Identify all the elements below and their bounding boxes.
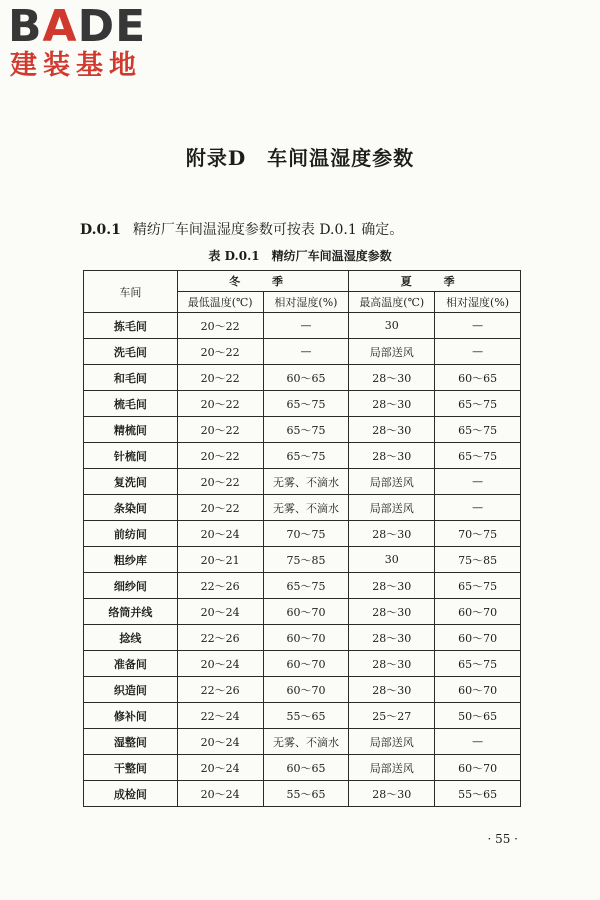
value-cell: 无雾、不滴水 [263,495,349,521]
value-cell: 30 [349,547,435,573]
workshop-name-cell: 细纱间 [84,573,178,599]
value-cell: — [263,313,349,339]
value-cell: 28～30 [349,417,435,443]
value-cell: — [435,313,521,339]
value-cell: 局部送风 [349,469,435,495]
table-caption: 表 D.0.1 精纺厂车间温湿度参数 [208,249,392,263]
workshop-name-cell: 干整间 [84,755,178,781]
value-cell: 28～30 [349,651,435,677]
workshop-name-cell: 和毛间 [84,365,178,391]
value-cell: — [435,469,521,495]
clause-number: D.0.1 [80,222,121,238]
workshop-name-cell: 成检间 [84,781,178,807]
value-cell: 60～70 [435,625,521,651]
table-row [84,443,521,469]
table-row [84,313,521,339]
workshop-name-cell: 针梳间 [84,443,178,469]
value-cell: 65～75 [263,417,349,443]
table-row [84,339,521,365]
value-cell: 局部送风 [349,755,435,781]
workshop-name-cell: 梳毛间 [84,391,178,417]
value-cell: 20～22 [177,339,263,365]
workshop-name-cell: 络筒并线 [84,599,178,625]
value-cell: 20～24 [177,755,263,781]
logo [8,1,178,82]
value-cell: 70～75 [263,521,349,547]
value-cell: 20～24 [177,781,263,807]
table-row [84,547,521,573]
value-cell: 20～22 [177,365,263,391]
humidity-table [83,270,521,807]
header-summer-rh: 相对湿度(%) [435,292,521,313]
header-summer-temp: 最高温度(℃) [349,292,435,313]
value-cell: 20～22 [177,391,263,417]
value-cell: 60～70 [435,677,521,703]
workshop-name-cell: 洗毛间 [84,339,178,365]
logo-wordmark [8,1,178,52]
value-cell: 22～26 [177,625,263,651]
value-cell: 60～70 [263,625,349,651]
clause-text: 精纺厂车间温湿度参数可按表 D.0.1 确定。 [132,222,404,238]
value-cell: 20～24 [177,521,263,547]
value-cell: 65～75 [435,417,521,443]
appendix-title: 附录D 车间温湿度参数 [185,146,415,170]
value-cell: 28～30 [349,573,435,599]
table-row [84,521,521,547]
table-body [84,313,521,807]
value-cell: 65～75 [435,651,521,677]
value-cell: 28～30 [349,521,435,547]
value-cell: 60～65 [435,365,521,391]
value-cell: 60～70 [263,651,349,677]
value-cell: 55～65 [263,781,349,807]
table-row [84,573,521,599]
workshop-name-cell: 捻线 [84,625,178,651]
value-cell: 65～75 [263,573,349,599]
workshop-name-cell: 修补间 [84,703,178,729]
table-row [84,391,521,417]
value-cell: 20～24 [177,729,263,755]
value-cell: 20～21 [177,547,263,573]
value-cell: 30 [349,313,435,339]
value-cell: 20～24 [177,599,263,625]
table-row [84,365,521,391]
workshop-name-cell: 湿整间 [84,729,178,755]
value-cell: 65～75 [263,443,349,469]
value-cell: 60～70 [435,755,521,781]
table-row [84,651,521,677]
header-summer: 夏 季 [349,271,521,292]
workshop-name-cell: 条染间 [84,495,178,521]
value-cell: 55～65 [263,703,349,729]
value-cell: 28～30 [349,391,435,417]
value-cell: 20～22 [177,417,263,443]
value-cell: 无雾、不滴水 [263,469,349,495]
value-cell: 60～65 [263,365,349,391]
logo-letter-a: A [42,1,78,52]
value-cell: 28～30 [349,443,435,469]
value-cell: 局部送风 [349,339,435,365]
table-row [84,781,521,807]
value-cell: 65～75 [435,443,521,469]
value-cell: 65～75 [263,391,349,417]
table-row [84,599,521,625]
value-cell: 50～65 [435,703,521,729]
workshop-name-cell: 粗纱库 [84,547,178,573]
value-cell: 65～75 [435,391,521,417]
value-cell: 75～85 [435,547,521,573]
header-winter-temp: 最低温度(℃) [177,292,263,313]
value-cell: 无雾、不滴水 [263,729,349,755]
table-row [84,469,521,495]
header-workshop: 车间 [84,271,178,313]
value-cell: — [435,729,521,755]
workshop-name-cell: 织造间 [84,677,178,703]
value-cell: 28～30 [349,677,435,703]
workshop-name-cell: 复洗间 [84,469,178,495]
value-cell: 20～24 [177,651,263,677]
value-cell: 20～22 [177,313,263,339]
value-cell: 22～26 [177,677,263,703]
value-cell: 75～85 [263,547,349,573]
clause [80,219,403,239]
value-cell: 20～22 [177,469,263,495]
value-cell: — [435,339,521,365]
header-winter-rh: 相对湿度(%) [263,292,349,313]
workshop-name-cell: 拣毛间 [84,313,178,339]
workshop-name-cell: 前纺间 [84,521,178,547]
table-row [84,677,521,703]
table-row [84,625,521,651]
table-row [84,703,521,729]
value-cell: 65～75 [435,573,521,599]
value-cell: 28～30 [349,599,435,625]
value-cell: 22～26 [177,573,263,599]
value-cell: 20～22 [177,495,263,521]
logo-letters-de: DE [77,1,147,52]
header-winter: 冬 季 [177,271,349,292]
logo-subtitle: 建装基地 [10,50,142,81]
value-cell: 22～24 [177,703,263,729]
workshop-name-cell: 精梳间 [84,417,178,443]
value-cell: 70～75 [435,521,521,547]
value-cell: 55～65 [435,781,521,807]
value-cell: 60～70 [435,599,521,625]
value-cell: 28～30 [349,781,435,807]
value-cell: — [263,339,349,365]
table-row [84,729,521,755]
value-cell: — [435,495,521,521]
value-cell: 25～27 [349,703,435,729]
value-cell: 20～22 [177,443,263,469]
table-row [84,755,521,781]
value-cell: 局部送风 [349,729,435,755]
logo-letter-b: B [8,1,43,52]
table-row [84,495,521,521]
page-number: · 55 · [487,832,518,846]
value-cell: 28～30 [349,625,435,651]
table-row [84,417,521,443]
workshop-name-cell: 准备间 [84,651,178,677]
value-cell: 60～70 [263,677,349,703]
value-cell: 60～65 [263,755,349,781]
value-cell: 60～70 [263,599,349,625]
value-cell: 28～30 [349,365,435,391]
value-cell: 局部送风 [349,495,435,521]
